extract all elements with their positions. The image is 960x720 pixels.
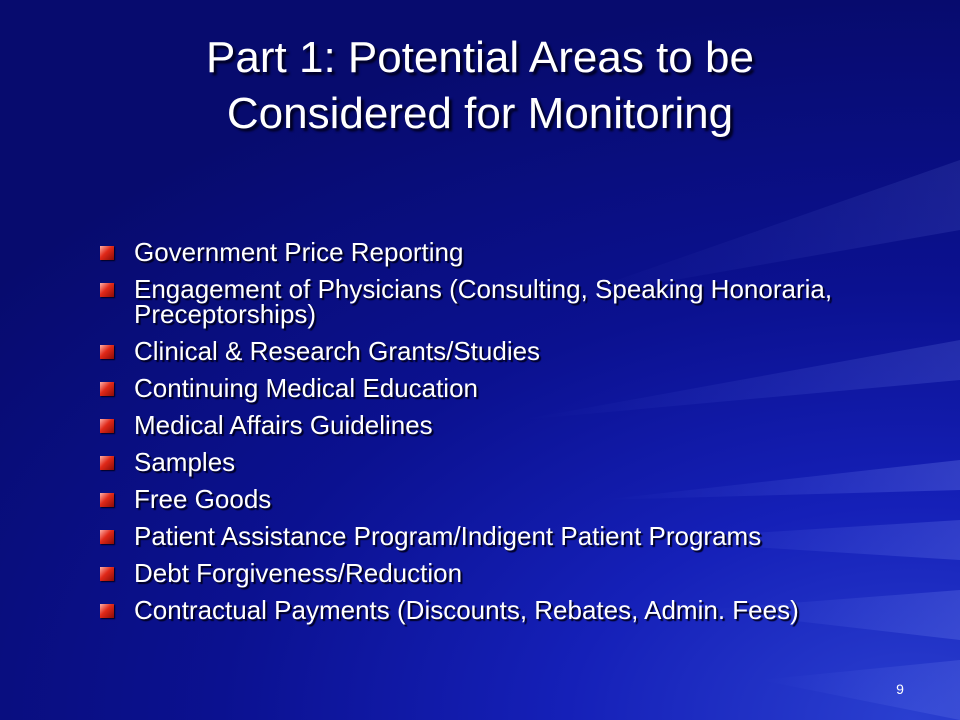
bullet-item-contractual-payments	[100, 595, 880, 625]
bullet-label: Government Price Reporting	[134, 237, 464, 267]
red-square-bullet-icon	[100, 283, 114, 297]
bullet-list	[100, 237, 880, 635]
bullet-item-free-goods	[100, 484, 880, 514]
red-square-bullet-icon	[100, 246, 114, 260]
red-square-bullet-icon	[100, 530, 114, 544]
bullet-label: Clinical & Research Grants/Studies	[134, 336, 541, 366]
red-square-bullet-icon	[100, 345, 114, 359]
page-number: 9	[896, 681, 904, 697]
bullet-label: Patient Assistance Program/Indigent Patient Programs	[134, 521, 762, 551]
red-square-bullet-icon	[100, 493, 114, 507]
bullet-label: Continuing Medical Education	[134, 373, 478, 403]
bullet-label: Contractual Payments (Discounts, Rebates, Admin. Fees)	[134, 595, 799, 625]
red-square-bullet-icon	[100, 419, 114, 433]
bullet-item-government-price-reporting	[100, 237, 880, 267]
bullet-item-medical-affairs-guidelines	[100, 410, 880, 440]
bullet-label: Medical Affairs Guidelines	[134, 410, 433, 440]
red-square-bullet-icon	[100, 567, 114, 581]
bullet-item-engagement-of-physicians	[100, 274, 880, 329]
title-line-1: Part 1: Potential Areas to be	[206, 33, 754, 82]
slide-title	[80, 30, 880, 142]
bullet-item-debt-forgiveness	[100, 558, 880, 588]
title-line-2: Considered for Monitoring	[226, 89, 734, 138]
red-square-bullet-icon	[100, 382, 114, 396]
bullet-label: Engagement of Physicians (Consulting, Speaking Honoraria, Preceptorships)	[134, 274, 833, 329]
bullet-item-samples	[100, 447, 880, 477]
bullet-item-continuing-medical-education	[100, 373, 880, 403]
red-square-bullet-icon	[100, 456, 114, 470]
bullet-label: Debt Forgiveness/Reduction	[134, 558, 463, 588]
bullet-item-patient-assistance-program	[100, 521, 880, 551]
red-square-bullet-icon	[100, 604, 114, 618]
bullet-label: Samples	[134, 447, 236, 477]
bullet-label: Free Goods	[134, 484, 272, 514]
bullet-item-clinical-research-grants	[100, 336, 880, 366]
